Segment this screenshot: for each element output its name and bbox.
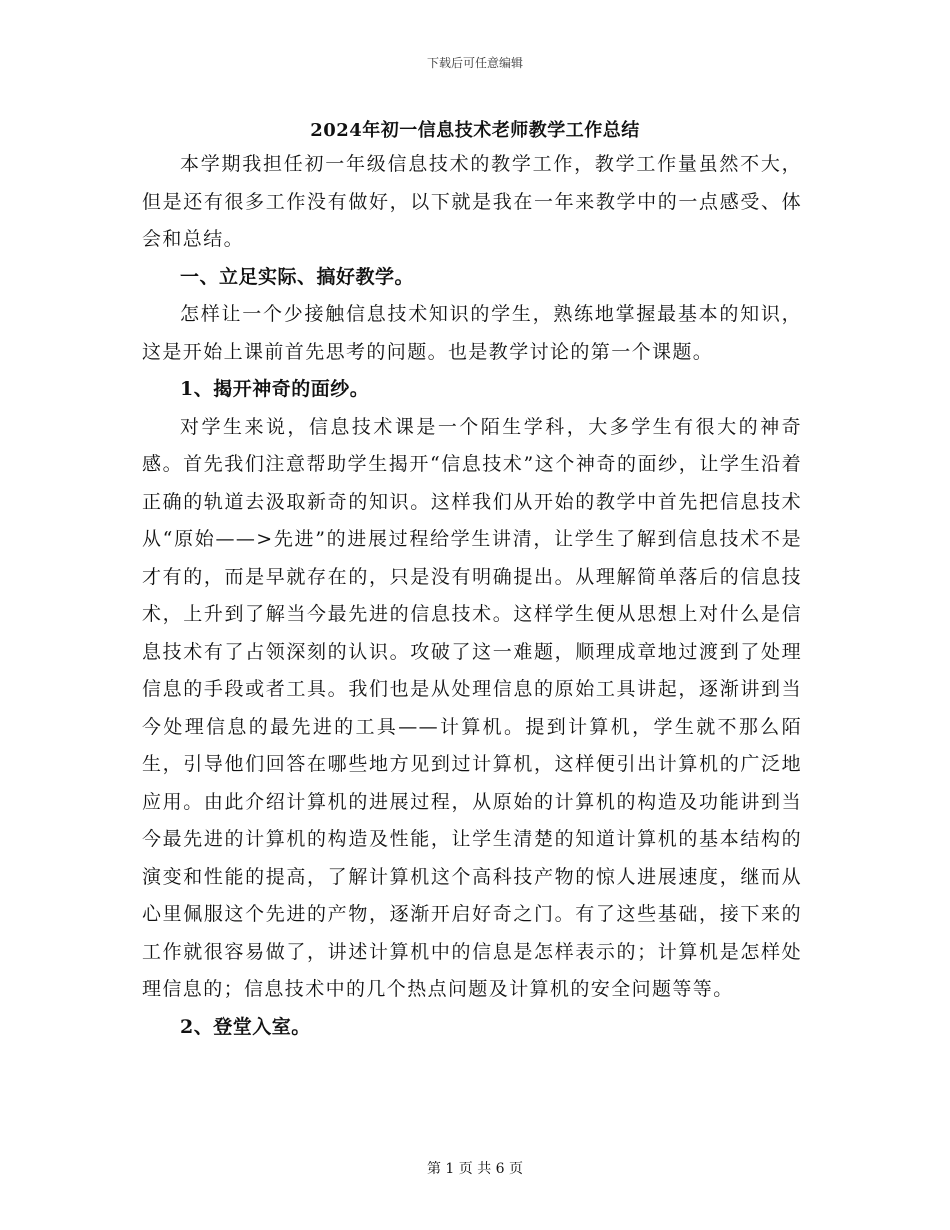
intro-paragraph: 本学期我担任初一年级信息技术的教学工作，教学工作量虽然不大，但是还有很多工作没有做好，以下就是我在一年来教学中的一点感受、体会和总结。 xyxy=(142,153,802,250)
subsection-1-paragraph: 对学生来说，信息技术课是一个陌生学科，大多学生有很大的神奇感。首先我们注意帮助学生揭开“信息技术”这个神奇的面纱，让学生沿着正确的轨道去汲取新奇的知识。这样我们从开始的教学中首先把信息技术从“原始——>先进”的进展过程给学生讲清，让学生了解到信息技术不是才有的，而是早就存在的，只是没有明确提出。从理解简单落后的信息技术，上升到了解当今最先进的信息技术。这样学生便从思想上对什么是信息技术有了占领深刻的认识。攻破了这一难题，顺理成章地过渡到了处理信息的手段或者工具。我们也是从处理信息的原始工具讲起，逐渐讲到当今处理信息的最先进的工具——计算机。提到计算机，学生就不那么陌生，引导他们回答在哪些地方见到过计算机，这样便引出计算机的广泛地应用。由此介绍计算机的进展过程，从原始的计算机的构造及功能讲到当今最先进的计算机的构造及性能，让学生清楚的知道计算机的基本结构的演变和性能的提高，了解计算机这个高科技产物的惊人进展速度，继而从心里佩服这个先进的产物，逐渐开启好奇之门。有了这些基础，接下来的工作就很容易做了，讲述计算机中的信息是怎样表示的；计算机是怎样处理信息的；信息技术中的几个热点问题及计算机的安全问题等等。 xyxy=(142,415,802,1000)
page-number: 第 1 页 共 6 页 xyxy=(426,1161,524,1177)
section-1-paragraph: 怎样让一个少接触信息技术知识的学生，熟练地掌握最基本的知识，这是开始上课前首先思考的问题。也是教学讨论的第一个课题。 xyxy=(142,303,802,363)
section-heading-1: 一、立足实际、搞好教学。 xyxy=(180,265,415,288)
header-note: 下载后可任意编辑 xyxy=(426,56,523,70)
document-body xyxy=(142,146,802,1046)
subsection-heading-2: 2、登堂入室。 xyxy=(180,1015,311,1038)
page-title: 2024年初一信息技术老师教学工作总结 xyxy=(310,120,640,141)
subsection-heading-1: 1、揭开神奇的面纱。 xyxy=(180,378,370,400)
